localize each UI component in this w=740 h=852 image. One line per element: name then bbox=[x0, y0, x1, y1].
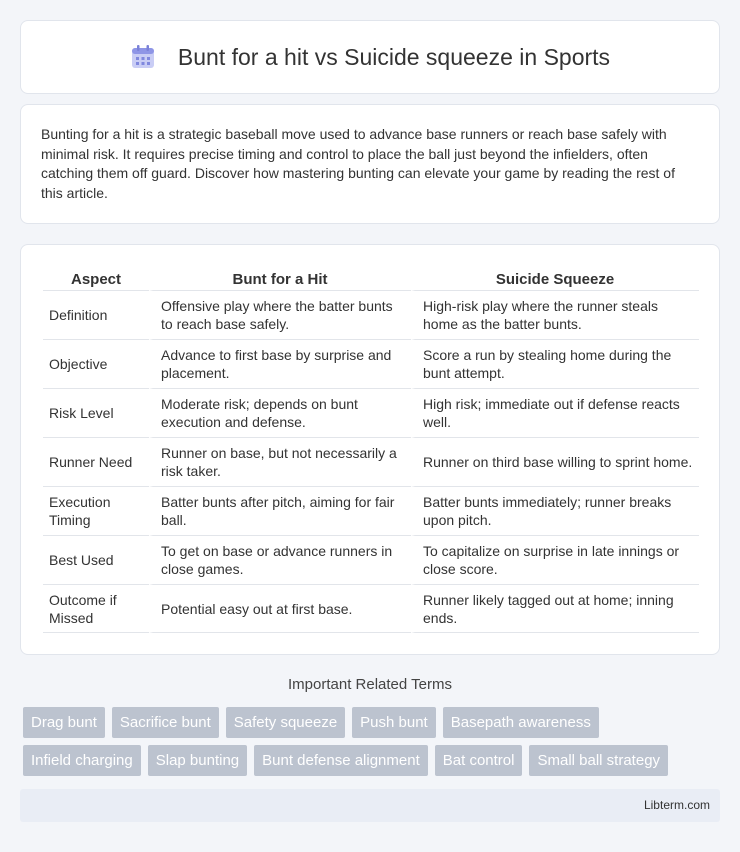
table-cell-suicide-squeeze: High risk; immediate out if defense reacts well. bbox=[411, 388, 699, 437]
table-header-row bbox=[43, 265, 699, 290]
related-term-tag[interactable]: Slap bunting bbox=[148, 745, 247, 776]
comparison-table-card bbox=[20, 244, 720, 655]
intro-card bbox=[20, 104, 720, 224]
table-cell-aspect: Outcome if Missed bbox=[43, 584, 149, 633]
footer bbox=[20, 789, 720, 822]
page-title: Bunt for a hit vs Suicide squeeze in Sports bbox=[177, 43, 611, 70]
related-term-tag[interactable]: Basepath awareness bbox=[443, 707, 599, 738]
table-cell-aspect: Execution Timing bbox=[43, 486, 149, 535]
related-term-tag[interactable]: Sacrifice bunt bbox=[112, 707, 219, 738]
table-cell-bunt-for-a-hit: Advance to first base by surprise and placement. bbox=[149, 339, 411, 388]
table-row bbox=[43, 535, 699, 584]
table-row bbox=[43, 486, 699, 535]
column-header-aspect: Aspect bbox=[70, 271, 122, 288]
table-cell-suicide-squeeze: High-risk play where the runner steals home as the batter bunts. bbox=[411, 290, 699, 339]
table-cell-bunt-for-a-hit: Moderate risk; depends on bunt execution and defense. bbox=[149, 388, 411, 437]
related-term-tag[interactable]: Push bunt bbox=[352, 707, 436, 738]
calendar-icon bbox=[130, 44, 156, 70]
column-header-suicide-squeeze: Suicide Squeeze bbox=[495, 271, 615, 288]
column-header-bunt-for-a-hit: Bunt for a Hit bbox=[232, 271, 328, 288]
table-row bbox=[43, 388, 699, 437]
related-terms-heading: Important Related Terms bbox=[288, 676, 452, 693]
table-cell-suicide-squeeze: Runner likely tagged out at home; inning ends. bbox=[411, 584, 699, 633]
table-cell-aspect: Objective bbox=[43, 339, 149, 388]
table-cell-aspect: Runner Need bbox=[43, 437, 149, 486]
table-cell-bunt-for-a-hit: Offensive play where the batter bunts to reach base safely. bbox=[149, 290, 411, 339]
table-row bbox=[43, 437, 699, 486]
table-row bbox=[43, 584, 699, 633]
table-cell-aspect: Best Used bbox=[43, 535, 149, 584]
table-cell-bunt-for-a-hit: Batter bunts after pitch, aiming for fair ball. bbox=[149, 486, 411, 535]
title-card bbox=[20, 20, 720, 94]
table-row bbox=[43, 339, 699, 388]
table-cell-bunt-for-a-hit: Potential easy out at first base. bbox=[149, 584, 411, 633]
related-term-tag[interactable]: Drag bunt bbox=[23, 707, 105, 738]
table-cell-bunt-for-a-hit: To get on base or advance runners in close games. bbox=[149, 535, 411, 584]
table-cell-suicide-squeeze: Batter bunts immediately; runner breaks upon pitch. bbox=[411, 486, 699, 535]
table-cell-bunt-for-a-hit: Runner on base, but not necessarily a risk taker. bbox=[149, 437, 411, 486]
table-cell-suicide-squeeze: Runner on third base willing to sprint home. bbox=[411, 437, 699, 486]
footer-site-link[interactable]: Libterm.com bbox=[643, 798, 710, 812]
table-cell-aspect: Definition bbox=[43, 290, 149, 339]
related-term-tag[interactable]: Bunt defense alignment bbox=[254, 745, 428, 776]
related-term-tag[interactable]: Small ball strategy bbox=[529, 745, 668, 776]
related-term-tag[interactable]: Bat control bbox=[435, 745, 523, 776]
comparison-table bbox=[43, 265, 699, 633]
table-row bbox=[43, 290, 699, 339]
related-term-tag[interactable]: Infield charging bbox=[23, 745, 141, 776]
related-term-tag[interactable]: Safety squeeze bbox=[226, 707, 345, 738]
related-terms-list bbox=[23, 707, 723, 783]
table-cell-suicide-squeeze: To capitalize on surprise in late innings or close score. bbox=[411, 535, 699, 584]
table-cell-suicide-squeeze: Score a run by stealing home during the bunt attempt. bbox=[411, 339, 699, 388]
intro-text: Bunting for a hit is a strategic baseball move used to advance base runners or reach base safely with minimal risk. It requires precise timing and control to place the ball just beyond the infielders, often catching them off guard. Discover how mastering bunting can elevate your game by reading the rest of this article. bbox=[41, 126, 675, 201]
table-cell-aspect: Risk Level bbox=[43, 388, 149, 437]
